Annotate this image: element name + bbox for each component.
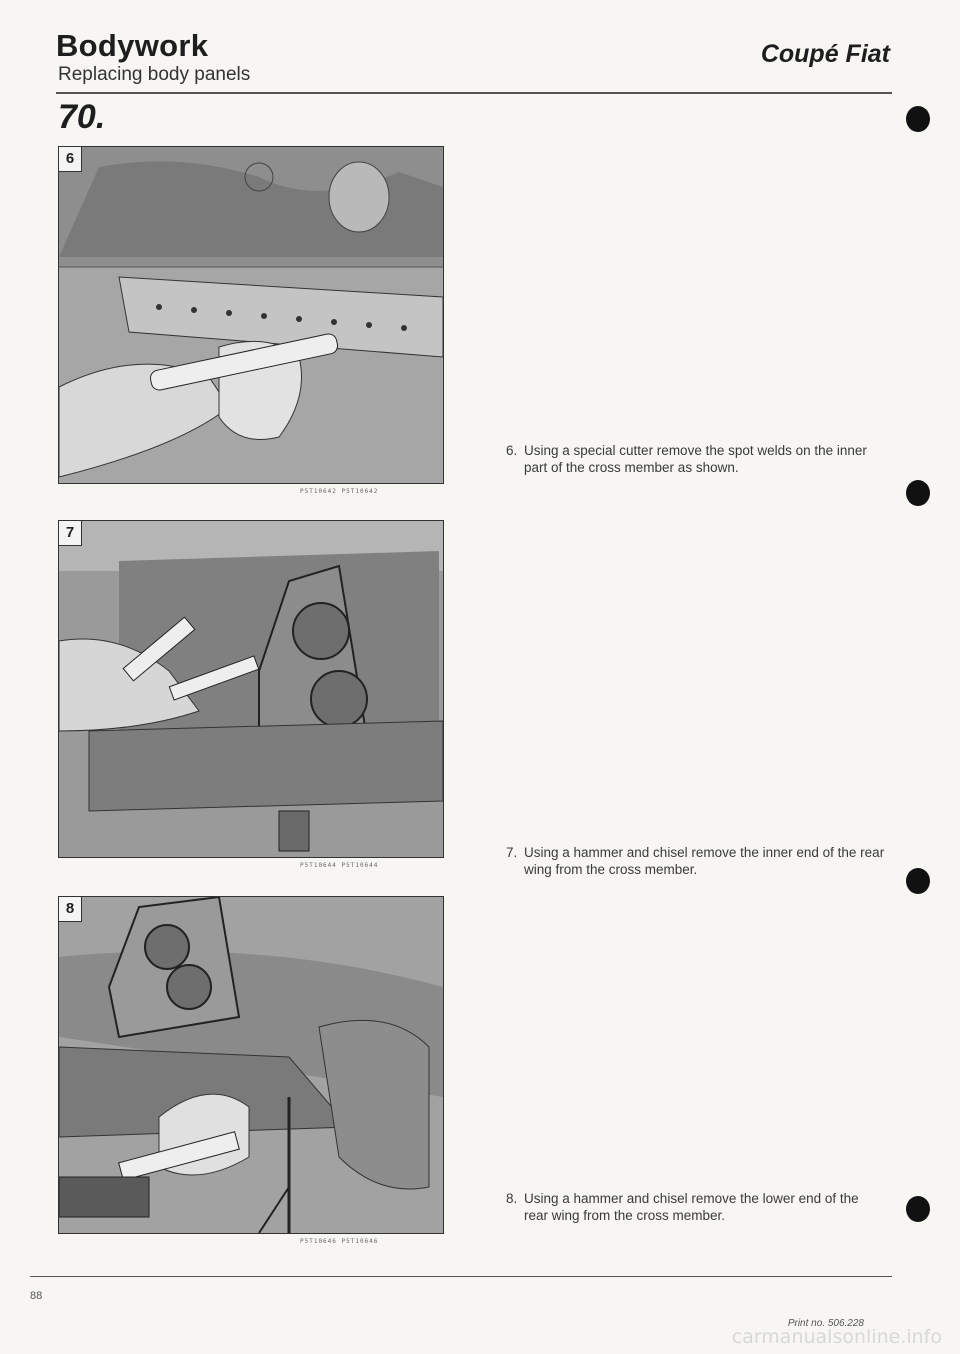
figure-6-illustration — [58, 146, 444, 484]
figure-number: 8 — [59, 897, 82, 922]
cross-member-cutter-drawing — [59, 147, 443, 483]
binder-hole-marker — [906, 480, 930, 506]
step-number: 7. — [506, 845, 518, 860]
footer-rule — [30, 1276, 892, 1277]
figure-7-illustration — [58, 520, 444, 858]
figure-code: P5T10646 P5T10646 — [300, 1238, 379, 1245]
step-number: 6. — [506, 443, 518, 458]
binder-hole-marker — [906, 1196, 930, 1222]
figure-number: 7 — [59, 521, 82, 546]
watermark: carmanualsonline.info — [731, 1326, 942, 1348]
figure-code: P5T10642 P5T10642 — [300, 488, 379, 495]
step-text: Using a special cutter remove the spot welds on the inner part of the cross member as shown. — [524, 443, 867, 475]
page-step-number: 70. — [58, 98, 106, 136]
page-number: 88 — [30, 1290, 43, 1302]
brand-title: Coupé Fiat — [760, 40, 890, 68]
rear-wing-inner-end-drawing — [59, 521, 443, 857]
print-reference: Print no. 506.228 — [787, 1318, 864, 1329]
rear-wing-lower-end-drawing — [59, 897, 443, 1233]
section-subtitle: Replacing body panels — [58, 64, 251, 85]
step-7 — [506, 844, 886, 878]
step-8 — [506, 1190, 886, 1224]
header-rule — [56, 92, 892, 94]
section-title: Bodywork — [56, 28, 209, 63]
binder-hole-marker — [906, 106, 930, 132]
figure-number: 6 — [59, 147, 82, 172]
step-text: Using a hammer and chisel remove the inner end of the rear wing from the cross member. — [524, 845, 885, 877]
step-text: Using a hammer and chisel remove the lower end of the rear wing from the cross member. — [524, 1191, 859, 1223]
step-6 — [506, 442, 886, 476]
figure-code: P5T10644 P5T10644 — [300, 862, 379, 869]
binder-hole-marker — [906, 868, 930, 894]
step-number: 8. — [506, 1191, 518, 1206]
figure-8-illustration — [58, 896, 444, 1234]
